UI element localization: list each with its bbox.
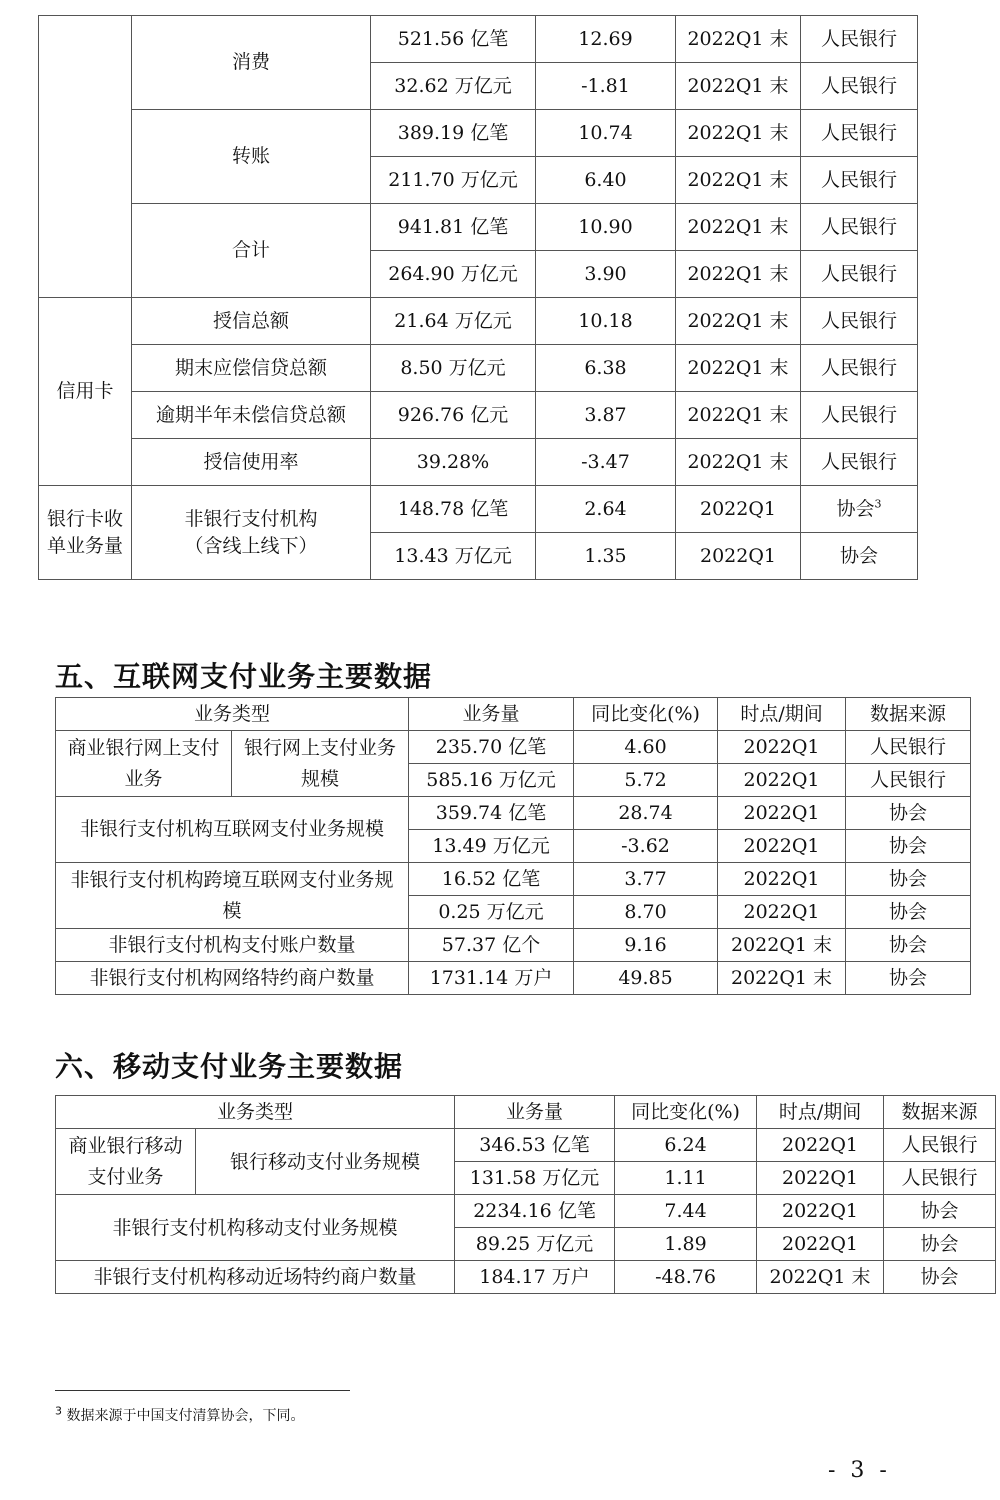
item-label: 非银行支付机构互联网支付业务规模 [56, 797, 409, 863]
change-cell: 3.90 [536, 251, 676, 298]
item-label: 银行网上支付业务规模 [232, 731, 409, 797]
period-cell: 2022Q1 [718, 863, 846, 896]
period-cell: 2022Q1 末 [676, 204, 801, 251]
source-cell: 人民银行 [801, 439, 918, 486]
amount-cell: 1731.14 万户 [409, 962, 574, 995]
header-row [56, 1096, 996, 1129]
change-cell: 49.85 [574, 962, 718, 995]
source-cell: 协会 [846, 797, 971, 830]
period-cell: 2022Q1 末 [676, 298, 801, 345]
period-cell: 2022Q1 末 [676, 157, 801, 204]
source-cell: 协会 [801, 533, 918, 580]
change-cell: 9.16 [574, 929, 718, 962]
period-cell: 2022Q1 [718, 797, 846, 830]
table-row [39, 204, 918, 251]
header-type: 业务类型 [56, 698, 409, 731]
source-cell: 人民银行 [884, 1129, 996, 1162]
source-cell: 人民银行 [846, 731, 971, 764]
item-label: 非银行支付机构网络特约商户数量 [56, 962, 409, 995]
table-row [56, 929, 971, 962]
change-cell: 6.24 [615, 1129, 757, 1162]
source-cell: 人民银行 [801, 204, 918, 251]
source-cell: 人民银行 [801, 110, 918, 157]
category-label: 银行卡收单业务量 [39, 486, 132, 580]
table-row [39, 110, 918, 157]
amount-cell: 89.25 万亿元 [455, 1228, 615, 1261]
header-row [56, 698, 971, 731]
item-label: 消费 [132, 16, 371, 110]
table-row [39, 486, 918, 533]
source-cell: 协会 [846, 830, 971, 863]
period-cell: 2022Q1 末 [718, 929, 846, 962]
source-cell: 协会 [846, 962, 971, 995]
source-cell: 人民银行 [801, 392, 918, 439]
amount-cell: 235.70 亿笔 [409, 731, 574, 764]
amount-cell: 148.78 亿笔 [371, 486, 536, 533]
footnote-mark: 3 [874, 497, 882, 511]
change-cell: 6.40 [536, 157, 676, 204]
item-label: 转账 [132, 110, 371, 204]
period-cell: 2022Q1 末 [676, 110, 801, 157]
change-cell: 28.74 [574, 797, 718, 830]
mobile-payment-table [55, 1095, 996, 1294]
period-cell: 2022Q1 [757, 1195, 884, 1228]
header-amount: 业务量 [409, 698, 574, 731]
amount-cell: 264.90 万亿元 [371, 251, 536, 298]
header-amount: 业务量 [455, 1096, 615, 1129]
source-cell: 人民银行 [801, 298, 918, 345]
period-cell: 2022Q1 [676, 533, 801, 580]
header-period: 时点/期间 [757, 1096, 884, 1129]
amount-cell: 0.25 万亿元 [409, 896, 574, 929]
item-label: 期末应偿信贷总额 [132, 345, 371, 392]
bank-card-table [38, 15, 918, 580]
table-row [39, 16, 918, 63]
header-type: 业务类型 [56, 1096, 455, 1129]
amount-cell: 211.70 万亿元 [371, 157, 536, 204]
item-label: 非银行支付机构移动近场特约商户数量 [56, 1261, 455, 1294]
change-cell: 4.60 [574, 731, 718, 764]
source-cell: 人民银行 [884, 1162, 996, 1195]
period-cell: 2022Q1 [718, 896, 846, 929]
footnote-text: 数据来源于中国支付清算协会，下同。 [66, 1408, 305, 1424]
table-row [56, 962, 971, 995]
header-source: 数据来源 [846, 698, 971, 731]
table-row [56, 1261, 996, 1294]
item-label-line2: （含线上线下） [184, 534, 318, 557]
change-cell: 8.70 [574, 896, 718, 929]
change-cell: 10.18 [536, 298, 676, 345]
header-period: 时点/期间 [718, 698, 846, 731]
source-text: 协会 [836, 497, 875, 520]
item-label: 授信总额 [132, 298, 371, 345]
change-cell: 12.69 [536, 16, 676, 63]
source-cell: 协会 [846, 896, 971, 929]
amount-cell: 57.37 亿个 [409, 929, 574, 962]
source-cell: 人民银行 [846, 764, 971, 797]
change-cell: 6.38 [536, 345, 676, 392]
change-cell: 3.87 [536, 392, 676, 439]
category-label: 信用卡 [39, 298, 132, 486]
amount-cell: 131.58 万亿元 [455, 1162, 615, 1195]
amount-cell: 359.74 亿笔 [409, 797, 574, 830]
amount-cell: 585.16 万亿元 [409, 764, 574, 797]
source-cell [801, 486, 918, 533]
footnote-mark: 3 [55, 1404, 62, 1418]
change-cell: 10.74 [536, 110, 676, 157]
source-cell: 人民银行 [801, 251, 918, 298]
period-cell: 2022Q1 末 [676, 345, 801, 392]
amount-cell: 32.62 万亿元 [371, 63, 536, 110]
period-cell: 2022Q1 末 [676, 63, 801, 110]
change-cell: 7.44 [615, 1195, 757, 1228]
amount-cell: 16.52 亿笔 [409, 863, 574, 896]
change-cell: 2.64 [536, 486, 676, 533]
source-cell: 人民银行 [801, 157, 918, 204]
footnote [55, 1405, 304, 1425]
period-cell: 2022Q1 末 [718, 962, 846, 995]
table-row [56, 731, 971, 764]
amount-cell: 389.19 亿笔 [371, 110, 536, 157]
change-cell: -1.81 [536, 63, 676, 110]
change-cell: 5.72 [574, 764, 718, 797]
header-source: 数据来源 [884, 1096, 996, 1129]
amount-cell: 39.28% [371, 439, 536, 486]
change-cell: 1.89 [615, 1228, 757, 1261]
item-label [132, 486, 371, 580]
item-label: 逾期半年未偿信贷总额 [132, 392, 371, 439]
source-cell: 协会 [846, 863, 971, 896]
change-cell: -3.62 [574, 830, 718, 863]
amount-cell: 13.43 万亿元 [371, 533, 536, 580]
change-cell: 1.11 [615, 1162, 757, 1195]
source-cell: 人民银行 [801, 345, 918, 392]
source-cell: 协会 [884, 1228, 996, 1261]
period-cell: 2022Q1 末 [676, 392, 801, 439]
period-cell: 2022Q1 [757, 1129, 884, 1162]
period-cell: 2022Q1 [676, 486, 801, 533]
item-label: 非银行支付机构支付账户数量 [56, 929, 409, 962]
source-cell: 人民银行 [801, 16, 918, 63]
amount-cell: 941.81 亿笔 [371, 204, 536, 251]
section6-heading: 六、移动支付业务主要数据 [55, 1050, 404, 1083]
item-label: 银行移动支付业务规模 [196, 1129, 455, 1195]
change-cell: 3.77 [574, 863, 718, 896]
table-row [56, 797, 971, 830]
amount-cell: 184.17 万户 [455, 1261, 615, 1294]
change-cell: 1.35 [536, 533, 676, 580]
header-change: 同比变化(%) [615, 1096, 757, 1129]
table-row [39, 298, 918, 345]
change-cell: -3.47 [536, 439, 676, 486]
amount-cell: 8.50 万亿元 [371, 345, 536, 392]
amount-cell: 926.76 亿元 [371, 392, 536, 439]
table-row [56, 863, 971, 896]
period-cell: 2022Q1 [718, 764, 846, 797]
period-cell: 2022Q1 末 [676, 251, 801, 298]
item-label: 非银行支付机构跨境互联网支付业务规模 [56, 863, 409, 929]
period-cell: 2022Q1 [757, 1228, 884, 1261]
table-row [39, 345, 918, 392]
period-cell: 2022Q1 末 [757, 1261, 884, 1294]
change-cell: 10.90 [536, 204, 676, 251]
period-cell: 2022Q1 [718, 731, 846, 764]
amount-cell: 21.64 万亿元 [371, 298, 536, 345]
period-cell: 2022Q1 [718, 830, 846, 863]
category-label: 商业银行网上支付业务 [56, 731, 232, 797]
amount-cell: 346.53 亿笔 [455, 1129, 615, 1162]
period-cell: 2022Q1 末 [676, 16, 801, 63]
period-cell: 2022Q1 末 [676, 439, 801, 486]
table-row [56, 1129, 996, 1162]
change-cell: -48.76 [615, 1261, 757, 1294]
source-cell: 协会 [884, 1195, 996, 1228]
item-label: 合计 [132, 204, 371, 298]
table-row [39, 439, 918, 486]
source-cell: 协会 [846, 929, 971, 962]
amount-cell: 13.49 万亿元 [409, 830, 574, 863]
footnote-divider [55, 1390, 350, 1391]
item-label: 非银行支付机构移动支付业务规模 [56, 1195, 455, 1261]
internet-payment-table [55, 697, 971, 995]
item-label-line1: 非银行支付机构 [184, 507, 318, 530]
amount-cell: 2234.16 亿笔 [455, 1195, 615, 1228]
table-row [56, 1195, 996, 1228]
page-number: - 3 - [828, 1458, 891, 1483]
table-row [39, 392, 918, 439]
header-change: 同比变化(%) [574, 698, 718, 731]
source-cell: 人民银行 [801, 63, 918, 110]
source-cell: 协会 [884, 1261, 996, 1294]
category-cell [39, 16, 132, 298]
amount-cell: 521.56 亿笔 [371, 16, 536, 63]
category-label: 商业银行移动支付业务 [56, 1129, 196, 1195]
period-cell: 2022Q1 [757, 1162, 884, 1195]
section5-heading: 五、互联网支付业务主要数据 [55, 660, 433, 693]
item-label: 授信使用率 [132, 439, 371, 486]
